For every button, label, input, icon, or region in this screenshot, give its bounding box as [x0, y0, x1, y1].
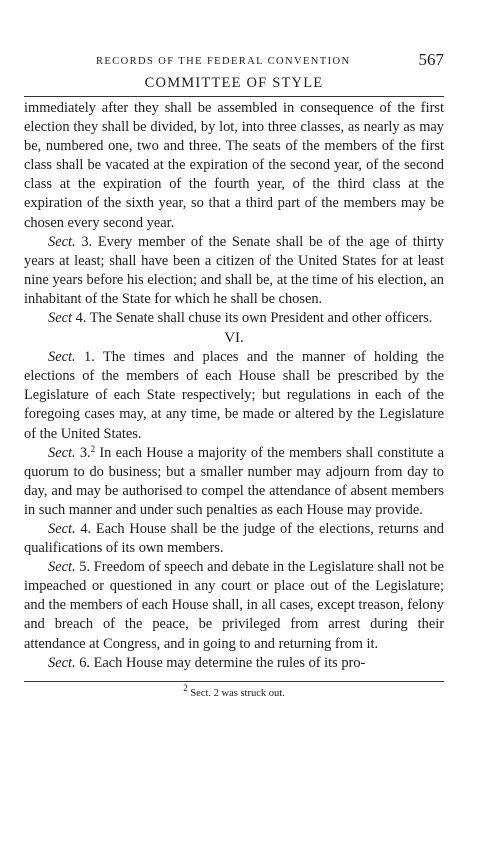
- paragraph-article-sect-6: [24, 654, 444, 673]
- sect-number: 3.: [79, 444, 91, 461]
- footnote-text: Sect. 2 was struck out.: [187, 687, 285, 699]
- sect-text: Each House shall be the judge of the elections, returns and qualifications of its own members.: [24, 520, 444, 557]
- sect-label: Sect.: [48, 559, 76, 576]
- body-text: [24, 99, 444, 673]
- sect-text: The times and places and the manner of holding the elections of the members of each House shall be prescribed by the Legislature of each State respectively; but regulations in each of the foregoing cases may, at any time, be made or altered by the Legislature of the United States.: [24, 349, 444, 442]
- paragraph-article-sect-1: [24, 348, 444, 443]
- sect-text: In each House a majority of the members shall constitute a quorum to do business; but a smaller number may adjourn from day to day, and may be authorised to compel the attendance of absent members in such manner and under such penalties as each House may provide.: [24, 444, 444, 518]
- sect-text: Each House may determine the rules of its pro-: [89, 654, 366, 671]
- paragraph-sect-4: [24, 309, 444, 328]
- paragraph-article-sect-4: [24, 520, 444, 558]
- sect-text: The Senate shall chuse its own President and other officers.: [86, 310, 433, 327]
- sect-label: Sect: [48, 310, 72, 327]
- paragraph-intro: immediately after they shall be assembled in consequence of the first election they shall be divided, by lot, into three classes, as nearly as may be, numbered one, two and three. The seats of the members of the first class shall be vacated at the expiration of the second year, of the second class at the expiration of the fourth year, of the third class at the expiration of the sixth year, so that a third part of the members may be chosen every second year.: [24, 100, 444, 231]
- footnote-marker: 2: [90, 443, 96, 454]
- footnote-number: 2: [183, 682, 188, 693]
- sect-text: Freedom of speech and debate in the Legislature shall not be impeached or questioned in any court or place out of the Legislature; and the members of each House shall, in all cases, except treason, felony and breach of the peace, be privileged from arrest during their attendance at Congress, and in going to and returning from it.: [24, 559, 444, 652]
- sect-label: Sect.: [48, 233, 76, 250]
- page-number: 567: [418, 50, 444, 69]
- sect-number: 6.: [79, 654, 90, 671]
- sect-number: 5.: [79, 559, 91, 576]
- sect-label: Sect.: [48, 349, 76, 366]
- paragraph-article-sect-5: [24, 558, 444, 653]
- sect-number: 3.: [81, 233, 93, 250]
- sect-label: Sect.: [48, 654, 76, 671]
- paragraph-article-sect-3: [24, 444, 444, 520]
- sect-number: 1.: [84, 349, 95, 366]
- running-head: [24, 50, 444, 72]
- book-page: [24, 50, 444, 699]
- header-rule: [24, 96, 444, 97]
- sect-label: Sect.: [48, 520, 76, 537]
- footnote-rule: [24, 681, 444, 682]
- paragraph-sect-3: [24, 233, 444, 309]
- sect-label: Sect.: [48, 444, 76, 461]
- footnote: [24, 682, 444, 699]
- sect-number: 4.: [80, 520, 92, 537]
- article-number: VI.: [224, 330, 244, 347]
- running-title: RECORDS OF THE FEDERAL CONVENTION: [96, 56, 351, 67]
- sect-text: Every member of the Senate shall be of the age of thirty years at least; shall have been a citizen of the United States for at least nine years before his election; and shall be, at the time of his election, an inhabitant of the State for which he shall be chosen.: [24, 233, 444, 307]
- sect-number: 4.: [75, 310, 87, 327]
- section-title: COMMITTEE OF STYLE: [144, 75, 324, 91]
